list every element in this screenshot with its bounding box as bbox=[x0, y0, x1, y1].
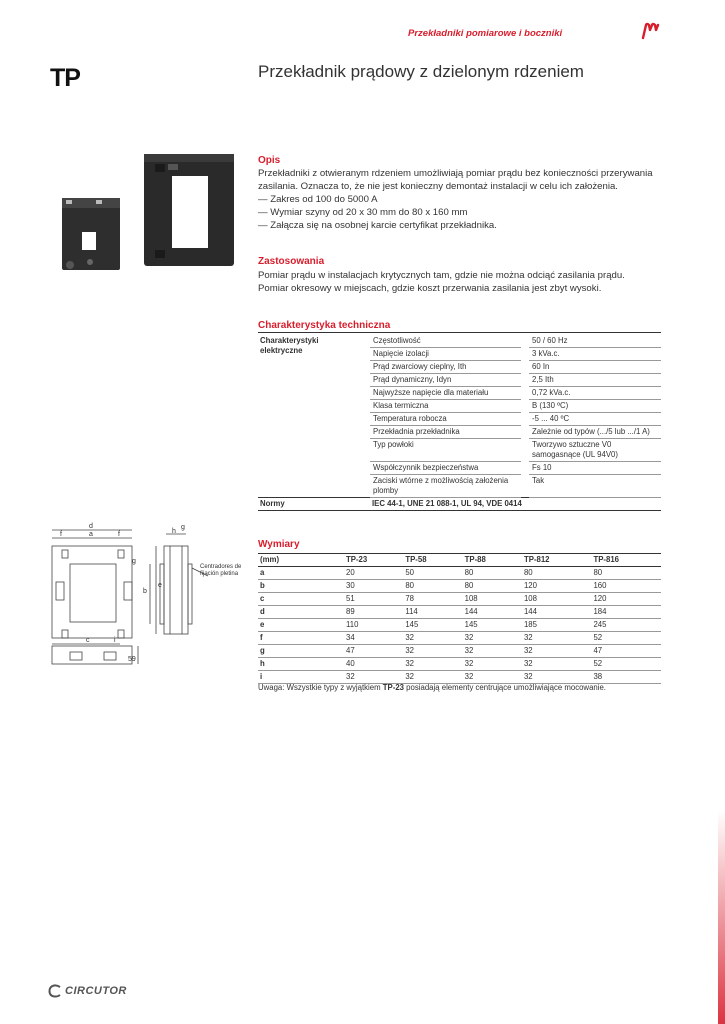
table-cell: 80 bbox=[591, 567, 661, 580]
dimension-label: d bbox=[89, 523, 93, 530]
section-category: Przekładniki pomiarowe i boczniki bbox=[408, 28, 563, 39]
tech-param-name: Napięcie izolacji bbox=[370, 348, 521, 361]
table-cell: 47 bbox=[344, 645, 403, 658]
table-row bbox=[258, 606, 661, 619]
table-cell: 80 bbox=[463, 567, 522, 580]
table-cell: 80 bbox=[463, 580, 522, 593]
table-cell: 120 bbox=[591, 593, 661, 606]
norms-label: Normy bbox=[258, 498, 362, 511]
table-cell: 30 bbox=[344, 580, 403, 593]
table-row bbox=[258, 645, 661, 658]
tech-param-value: 50 / 60 Hz bbox=[529, 335, 661, 348]
table-cell: i bbox=[258, 671, 344, 684]
table-cell: 47 bbox=[591, 645, 661, 658]
table-cell: 144 bbox=[463, 606, 522, 619]
table-cell: 110 bbox=[344, 619, 403, 632]
table-cell: 145 bbox=[463, 619, 522, 632]
tech-param-name: Typ powłoki bbox=[370, 439, 521, 462]
table-row-norms bbox=[258, 498, 661, 511]
table-cell: d bbox=[258, 606, 344, 619]
table-row bbox=[258, 671, 661, 684]
table-cell: 80 bbox=[522, 567, 592, 580]
tech-param-name: Przekładnia przekładnika bbox=[370, 426, 521, 439]
callout-label: Centradores de fijación pletina bbox=[200, 564, 242, 577]
divider bbox=[258, 332, 661, 333]
column-header: TP-88 bbox=[463, 554, 522, 567]
table-cell: 51 bbox=[344, 593, 403, 606]
dimension-label: e bbox=[158, 582, 162, 589]
note-text: Uwaga: Wszystkie typy z wyjątkiem bbox=[258, 683, 383, 692]
table-cell: 32 bbox=[463, 632, 522, 645]
bullet-item: — Zakres od 100 do 5000 A bbox=[258, 194, 378, 205]
dimension-label: b bbox=[143, 588, 147, 595]
table-cell: 114 bbox=[403, 606, 462, 619]
dimensions-table bbox=[258, 553, 661, 684]
table-cell: 120 bbox=[522, 580, 592, 593]
brand-logo bbox=[48, 984, 133, 1000]
tech-heading: Charakterystyka techniczna bbox=[258, 320, 391, 331]
decorative-side-bar bbox=[718, 810, 725, 1024]
tech-param-value: B (130 ºC) bbox=[529, 400, 661, 413]
table-cell: h bbox=[258, 658, 344, 671]
dimensions-heading: Wymiary bbox=[258, 539, 300, 550]
note-model: TP-23 bbox=[382, 683, 405, 692]
dimension-drawing bbox=[40, 520, 245, 680]
dimension-label: 59 bbox=[128, 656, 136, 663]
dimensions-note bbox=[258, 683, 606, 692]
dimension-label: f bbox=[60, 531, 62, 538]
dimension-label: g bbox=[181, 524, 185, 531]
table-cell: 52 bbox=[591, 658, 661, 671]
table-cell: 185 bbox=[522, 619, 592, 632]
table-cell: 108 bbox=[522, 593, 592, 606]
column-header: TP-812 bbox=[522, 554, 592, 567]
table-cell: 184 bbox=[591, 606, 661, 619]
column-header: TP-23 bbox=[344, 554, 403, 567]
table-cell: f bbox=[258, 632, 344, 645]
bullet-item: — Wymiar szyny od 20 x 30 mm do 80 x 160 mm bbox=[258, 207, 468, 218]
table-cell: 108 bbox=[463, 593, 522, 606]
applications-heading: Zastosowania bbox=[258, 256, 325, 267]
tech-param-name: Klasa termiczna bbox=[370, 400, 521, 413]
product-code: TP bbox=[50, 64, 80, 92]
tech-param-value: 3 kVa.c. bbox=[529, 348, 661, 361]
table-cell: 32 bbox=[403, 645, 462, 658]
tech-group-label: Charakterystyki elektryczne bbox=[260, 336, 319, 355]
table-row bbox=[258, 593, 661, 606]
page-title: Przekładnik prądowy z dzielonym rdzeniem bbox=[258, 62, 584, 81]
dimension-label: c bbox=[86, 637, 90, 644]
dimension-label: f bbox=[118, 531, 120, 538]
table-cell: 78 bbox=[403, 593, 462, 606]
description-heading: Opis bbox=[258, 155, 281, 166]
table-cell: c bbox=[258, 593, 344, 606]
tech-param-value: Tak bbox=[529, 475, 661, 498]
tech-param-value: Zależnie od typów (.../5 lub .../1 A) bbox=[529, 426, 661, 439]
description-text: Przekładniki z otwieranym rdzeniem umożliwiają pomiar prądu bez konieczności przerywania zasilania. Oznacza to, że nie jest konieczny demontaż instalacji w celu ich założenia. bbox=[258, 168, 653, 192]
norms-value: IEC 44-1, UNE 21 088-1, UL 94, VDE 0414 bbox=[370, 498, 661, 511]
table-cell: 32 bbox=[522, 658, 592, 671]
dimension-label: g bbox=[132, 558, 136, 565]
tech-param-value: 2,5 Ith bbox=[529, 374, 661, 387]
tech-param-name: Współczynnik bezpieczeństwa bbox=[370, 462, 521, 475]
applications-line: Pomiar okresowy w miejscach, gdzie koszt przerwania zasilania jest zbyt wysoki. bbox=[258, 283, 602, 294]
tech-param-name: Zaciski wtórne z możliwością założenia plomby bbox=[370, 475, 521, 498]
table-cell: 34 bbox=[344, 632, 403, 645]
table-cell: 20 bbox=[344, 567, 403, 580]
table-cell: 32 bbox=[344, 671, 403, 684]
table-cell: 32 bbox=[403, 671, 462, 684]
note-text: posiadają elementy centrujące umożliwiające mocowanie. bbox=[404, 683, 606, 692]
table-row bbox=[258, 335, 661, 348]
tech-param-value: Fs 10 bbox=[529, 462, 661, 475]
table-cell: 160 bbox=[591, 580, 661, 593]
tech-param-name: Częstotliwość bbox=[370, 335, 521, 348]
applications-line: Pomiar prądu w instalacjach krytycznych tam, gdzie nie można odciąć zasilania prądu. bbox=[258, 270, 625, 281]
tech-param-name: Najwyższe napięcie dla materiału bbox=[370, 387, 521, 400]
table-cell: e bbox=[258, 619, 344, 632]
table-cell: 32 bbox=[522, 632, 592, 645]
table-cell: 145 bbox=[403, 619, 462, 632]
dimension-label: h bbox=[172, 528, 176, 535]
table-header-row bbox=[258, 554, 661, 567]
table-cell: b bbox=[258, 580, 344, 593]
table-cell: a bbox=[258, 567, 344, 580]
table-cell: 52 bbox=[591, 632, 661, 645]
tech-param-name: Prąd zwarciowy cieplny, Ith bbox=[370, 361, 521, 374]
tech-param-value: 0,72 kVa.c. bbox=[529, 387, 661, 400]
table-cell: 89 bbox=[344, 606, 403, 619]
table-cell: 38 bbox=[591, 671, 661, 684]
tech-param-value: Tworzywo sztuczne V0 samogasnące (UL 94V0) bbox=[529, 439, 661, 462]
table-cell: 32 bbox=[522, 645, 592, 658]
column-header: TP-58 bbox=[403, 554, 462, 567]
table-cell: 80 bbox=[403, 580, 462, 593]
table-cell: 32 bbox=[403, 632, 462, 645]
tech-table bbox=[258, 335, 661, 511]
table-row bbox=[258, 567, 661, 580]
table-cell: 245 bbox=[591, 619, 661, 632]
product-photo bbox=[60, 150, 250, 275]
bullet-item: — Załącza się na osobnej karcie certyfikat przekładnika. bbox=[258, 220, 497, 231]
table-row bbox=[258, 580, 661, 593]
table-cell: 32 bbox=[463, 658, 522, 671]
brand-name: CIRCUTOR bbox=[65, 985, 127, 997]
tech-param-value: -5 ... 40 ºC bbox=[529, 413, 661, 426]
table-row bbox=[258, 658, 661, 671]
tech-param-name: Prąd dynamiczny, Idyn bbox=[370, 374, 521, 387]
dimension-label: a bbox=[89, 531, 93, 538]
tech-param-value: 60 In bbox=[529, 361, 661, 374]
circutor-c-icon bbox=[48, 984, 62, 998]
table-cell: 32 bbox=[463, 671, 522, 684]
table-row bbox=[258, 632, 661, 645]
table-cell: 32 bbox=[522, 671, 592, 684]
brand-m-icon bbox=[641, 21, 661, 41]
table-cell: 32 bbox=[463, 645, 522, 658]
table-cell: 40 bbox=[344, 658, 403, 671]
table-cell: 144 bbox=[522, 606, 592, 619]
column-header: TP-816 bbox=[591, 554, 661, 567]
table-cell: 50 bbox=[403, 567, 462, 580]
column-header: (mm) bbox=[258, 554, 344, 567]
table-cell: 32 bbox=[403, 658, 462, 671]
tech-param-name: Temperatura robocza bbox=[370, 413, 521, 426]
dimension-label: i bbox=[114, 637, 116, 644]
table-cell: g bbox=[258, 645, 344, 658]
table-row bbox=[258, 619, 661, 632]
